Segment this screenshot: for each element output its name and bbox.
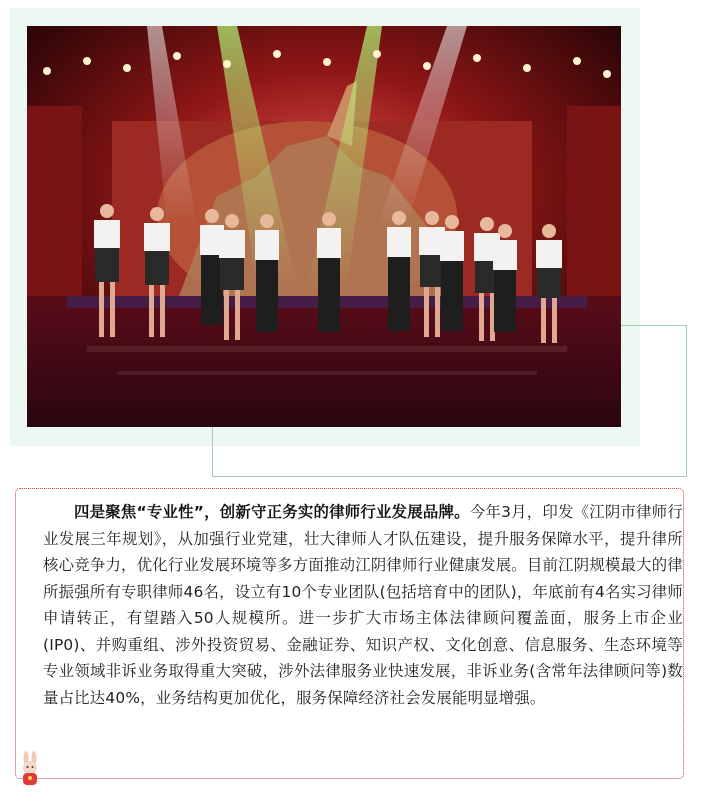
rabbit-mascot-icon: [19, 751, 41, 787]
article-text-card: [15, 488, 684, 779]
article-lead-heading: 四是聚焦“专业性”，创新守正务实的律师行业发展品牌。: [74, 503, 470, 521]
article-body-text: 今年3月，印发《江阴市律师行业发展三年规划》，从加强行业党建，壮大律师人才队伍建设，提升服务保障水平，提升律所核心竞争力，优化行业发展环境等多方面推动江阴律师行业健康发展。目前江阴规模最大的律所振强所有专职律师46名，设立有10个专业团队(包括培育中的团队)，年底前有4名实习律师申请转正，有望踏入50人规模所。进一步扩大市场主体法律顾问覆盖面，服务上市企业(IP0)、并购重组、涉外投资贸易、金融证券、知识产权、文化创意、信息服务、生态环境等专业领域非诉业务取得重大突破，涉外法律服务业快速发展，非诉业务(含常年法律顾问等)数量占比达40%，业务结构更加优化，服务保障经济社会发展能明显增强。: [43, 503, 684, 707]
article-paragraph: [43, 499, 683, 711]
stage-performance-photo: [27, 26, 621, 427]
